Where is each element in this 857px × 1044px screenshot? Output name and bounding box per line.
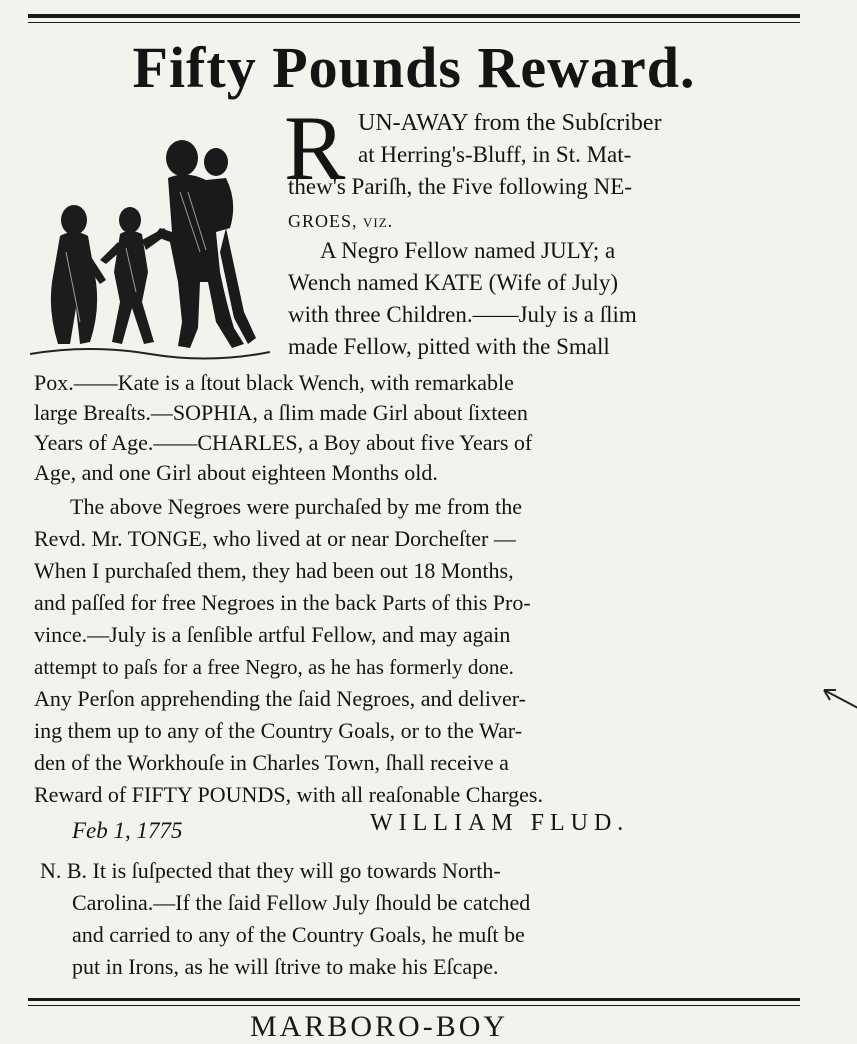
- ad-line-8: made Fellow, pitted with the Small: [288, 334, 610, 359]
- bottom-rule-thin: [28, 1005, 800, 1006]
- ad-line-20: ing them up to any of the Country Goals, or to the War-: [34, 718, 523, 743]
- ad-date: Feb 1, 1775: [72, 818, 183, 843]
- advertisement-title: Fifty Pounds Reward.: [132, 35, 696, 100]
- ad-line-18: attempt to paſs for a free Negro, as he has formerly done.: [34, 655, 514, 679]
- ad-line-14: Revd. Mr. TONGE, who lived at or near Dorcheſter —: [34, 526, 516, 551]
- ad-line-7: with three Children.——July is a ſlim: [288, 302, 637, 327]
- ad-line-15: When I purchaſed them, they had been out 18 Months,: [34, 558, 514, 583]
- nb-line-3: and carried to any of the Country Goals, he muſt be: [72, 922, 525, 947]
- ad-line-22: Reward of FIFTY POUNDS, with all reaſonable Charges.: [34, 782, 543, 807]
- nb-line-2: Carolina.—If the ſaid Fellow July ſhould be catched: [72, 890, 531, 915]
- ad-line-9: Pox.——Kate is a ſtout black Wench, with remarkable: [34, 370, 514, 395]
- nb-line-4: put in Irons, as he will ſtrive to make his Eſcape.: [72, 954, 499, 979]
- ad-line-19: Any Perſon apprehending the ſaid Negroes, and deliver-: [34, 686, 526, 711]
- nb-line-1: N. B. It is ſuſpected that they will go towards North-: [40, 858, 501, 883]
- next-notice-header: MARBORO-BOY: [250, 1010, 509, 1043]
- ad-line-3: thew's Pariſh, the Five following NE-: [288, 174, 632, 199]
- ad-line-16: and paſſed for free Negroes in the back Parts of this Pro-: [34, 590, 531, 615]
- ad-line-11: Years of Age.——CHARLES, a Boy about five Years of: [34, 430, 533, 455]
- ad-line-17: vince.—July is a ſenſible artful Fellow, and may again: [34, 622, 511, 647]
- ad-line-12: Age, and one Girl about eighteen Months old.: [34, 460, 438, 485]
- ad-line-4: GROES, viz.: [288, 211, 394, 231]
- bottom-rule: [28, 998, 800, 1001]
- woodcut-runaway-family-icon: [30, 132, 270, 368]
- top-rule: [28, 14, 800, 18]
- margin-arrow-icon: [822, 686, 857, 718]
- ad-line-2: at Herring's-Bluff, in St. Mat-: [358, 142, 632, 167]
- ad-line-13: The above Negroes were purchaſed by me from the: [70, 494, 523, 519]
- ad-signature: WILLIAM FLUD.: [370, 810, 630, 836]
- drop-cap: R: [284, 97, 346, 199]
- ad-line-10: large Breaſts.—SOPHIA, a ſlim made Girl about ſixteen: [34, 400, 528, 425]
- top-rule-thin: [28, 22, 800, 23]
- ad-line-5: A Negro Fellow named JULY; a: [320, 238, 616, 263]
- ad-line-6: Wench named KATE (Wife of July): [288, 270, 618, 295]
- ad-line-1: UN-AWAY from the Subſcriber: [358, 110, 662, 136]
- ad-line-21: den of the Workhouſe in Charles Town, ſhall receive a: [34, 750, 509, 775]
